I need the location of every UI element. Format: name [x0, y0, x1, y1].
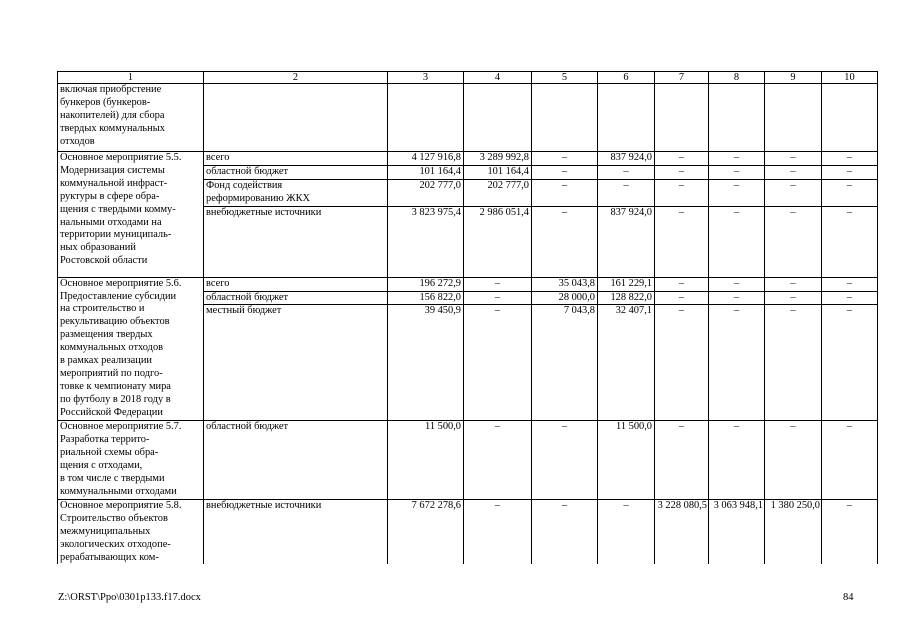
col-header-10: 10 [822, 72, 878, 84]
source-cell: областной бюджет [204, 291, 388, 305]
value-cell: – [822, 179, 878, 206]
value-cell: 7 672 278,6 [388, 499, 464, 564]
value-cell: – [464, 305, 532, 421]
value-cell: 2 986 051,4 [464, 206, 532, 277]
source-cell: местный бюджет [204, 305, 388, 421]
col-header-1: 1 [58, 72, 204, 84]
value-cell: – [655, 179, 709, 206]
value-cell: – [709, 179, 765, 206]
table-row [58, 84, 878, 152]
value-cell: 11 500,0 [598, 421, 655, 499]
value-cell: – [765, 206, 822, 277]
table-row [58, 152, 878, 166]
value-cell: – [765, 179, 822, 206]
table-row [58, 277, 878, 291]
source-cell: областной бюджет [204, 421, 388, 499]
value-cell: – [822, 165, 878, 179]
value-cell: – [464, 421, 532, 499]
value-cell: – [532, 152, 598, 166]
value-cell: – [532, 179, 598, 206]
value-cell: – [464, 277, 532, 291]
value-cell: – [709, 277, 765, 291]
measure-cell: Основное мероприятие 5.5. Модернизация системы коммунальной инфраст- руктуры в сфере обра- щения с твердыми комму- нальными отходами на территории муниципаль- ных образований Ростовской области [58, 152, 204, 278]
source-cell: внебюджетные источники [204, 206, 388, 277]
value-cell: – [822, 206, 878, 277]
value-cell: 101 164,4 [388, 165, 464, 179]
value-cell: – [709, 305, 765, 421]
value-cell: 39 450,9 [388, 305, 464, 421]
value-cell: 202 777,0 [388, 179, 464, 206]
value-cell: – [655, 206, 709, 277]
value-cell: – [822, 305, 878, 421]
col-header-3: 3 [388, 72, 464, 84]
value-cell: – [464, 291, 532, 305]
value-cell: 1 380 250,0 [765, 499, 822, 564]
value-cell: – [765, 421, 822, 499]
col-header-8: 8 [709, 72, 765, 84]
value-cell: – [532, 499, 598, 564]
value-cell: – [765, 305, 822, 421]
value-cell: – [765, 291, 822, 305]
value-cell: 161 229,1 [598, 277, 655, 291]
value-cell: 156 822,0 [388, 291, 464, 305]
value-cell: 3 289 992,8 [464, 152, 532, 166]
value-cell: – [822, 291, 878, 305]
value-cell: – [822, 499, 878, 564]
value-cell: – [598, 179, 655, 206]
value-cell: – [464, 499, 532, 564]
value-cell: 3 823 975,4 [388, 206, 464, 277]
value-cell: 7 043,8 [532, 305, 598, 421]
col-header-6: 6 [598, 72, 655, 84]
value-cell: – [822, 277, 878, 291]
value-cell: – [765, 152, 822, 166]
value-cell: – [765, 277, 822, 291]
value-cell: 837 924,0 [598, 152, 655, 166]
value-cell: 4 127 916,8 [388, 152, 464, 166]
measure-cell: включая приобрстение бункеров (бункеров- накопителей) для сбора твердых коммунальных отходов [58, 84, 204, 152]
value-cell: 28 000,0 [532, 291, 598, 305]
source-cell: Фонд содействия реформированию ЖКХ [204, 179, 388, 206]
value-cell: – [709, 421, 765, 499]
value-cell: – [655, 305, 709, 421]
value-cell: – [765, 165, 822, 179]
value-cell: – [709, 291, 765, 305]
value-cell: 3 063 948,1 [709, 499, 765, 564]
value-cell: 196 272,9 [388, 277, 464, 291]
source-cell: областной бюджет [204, 165, 388, 179]
value-cell: – [709, 206, 765, 277]
measure-cell: Основное мероприятие 5.8. Строительство объектов межмуниципальных экологических отходопе- рерабатывающих ком- [58, 499, 204, 564]
value-cell: 202 777,0 [464, 179, 532, 206]
value-cell: 11 500,0 [388, 421, 464, 499]
header-row [58, 72, 878, 84]
value-cell: – [822, 421, 878, 499]
col-header-7: 7 [655, 72, 709, 84]
source-cell: всего [204, 277, 388, 291]
value-cell: – [709, 152, 765, 166]
footer-file-path: Z:\ORST\Ppo\0301p133.f17.docx [58, 592, 201, 603]
table-row [58, 421, 878, 499]
footer-page-number: 84 [843, 592, 854, 603]
col-header-5: 5 [532, 72, 598, 84]
value-cell: – [598, 165, 655, 179]
value-cell: – [598, 499, 655, 564]
financing-table [57, 71, 878, 564]
col-header-2: 2 [204, 72, 388, 84]
value-cell: 3 228 080,5 [655, 499, 709, 564]
value-cell: 837 924,0 [598, 206, 655, 277]
source-cell: внебюджетные источники [204, 499, 388, 564]
value-cell: – [822, 152, 878, 166]
value-cell: 101 164,4 [464, 165, 532, 179]
measure-cell: Основное мероприятие 5.6. Предоставление субсидии на строительство и рекультивацию объектов размещения твердых коммунальных отходов в рамках реализации мероприятий по подго- товке к чемпионату мира по футболу в 2018 году в Российской Федерации [58, 277, 204, 421]
value-cell: – [655, 277, 709, 291]
value-cell: – [655, 291, 709, 305]
value-cell: – [532, 421, 598, 499]
value-cell: 35 043,8 [532, 277, 598, 291]
col-header-9: 9 [765, 72, 822, 84]
value-cell: – [532, 165, 598, 179]
value-cell: – [655, 152, 709, 166]
value-cell: 128 822,0 [598, 291, 655, 305]
value-cell: 32 407,1 [598, 305, 655, 421]
measure-cell: Основное мероприятие 5.7. Разработка террито- риальной схемы обра- щения с отходами, в том числе с твердыми коммунальными отходами [58, 421, 204, 499]
value-cell: – [709, 165, 765, 179]
table-row [58, 499, 878, 564]
value-cell: – [532, 206, 598, 277]
value-cell: – [655, 421, 709, 499]
source-cell: всего [204, 152, 388, 166]
value-cell: – [655, 165, 709, 179]
col-header-4: 4 [464, 72, 532, 84]
